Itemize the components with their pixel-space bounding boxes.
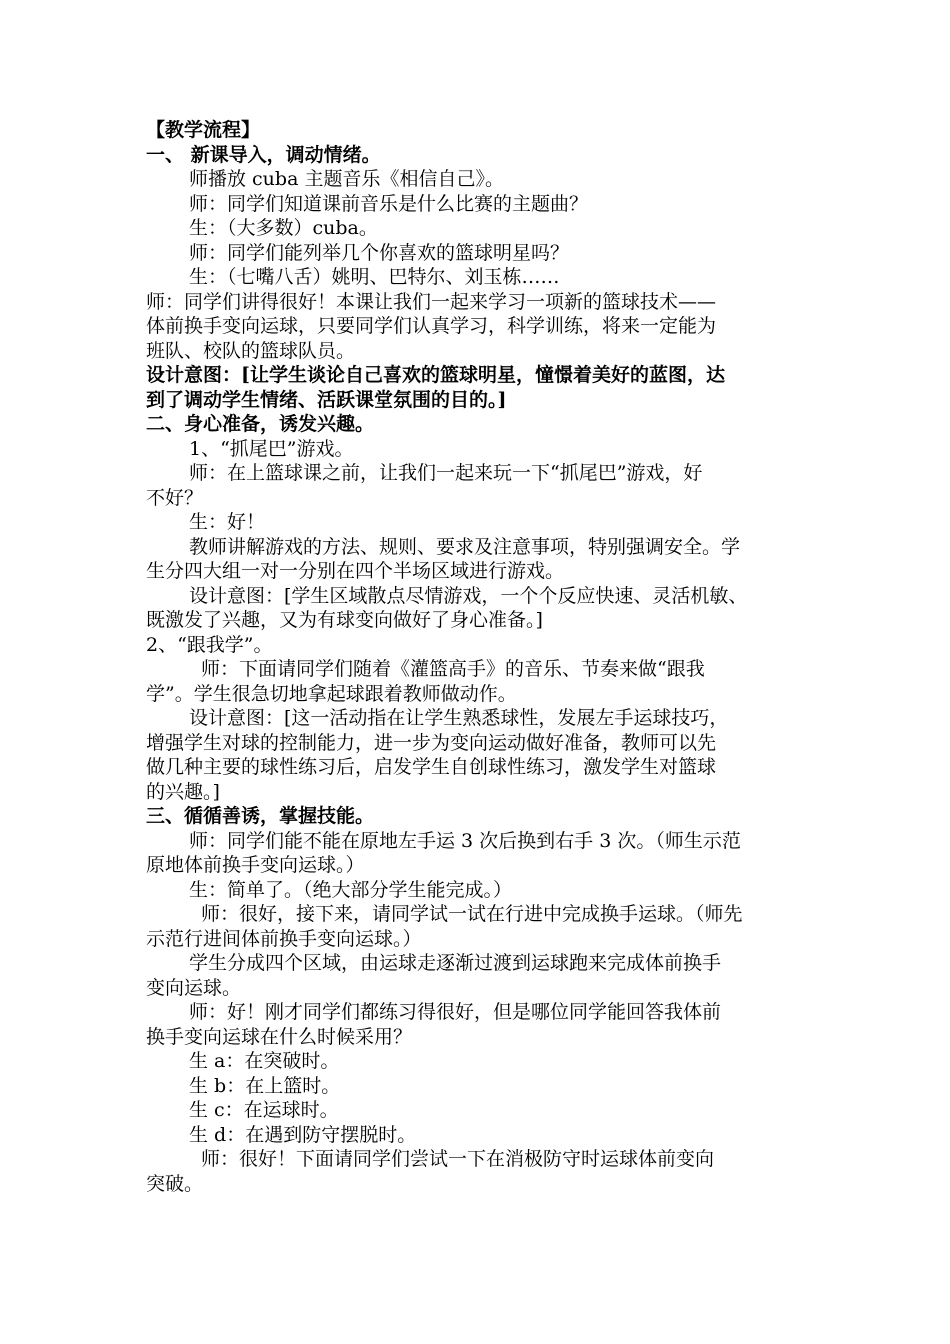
text-line: 师：很好！下面请同学们尝试一下在消极防守时运球体前变向 (201, 1148, 715, 1170)
text-line: 的兴趣。] (146, 780, 220, 803)
text-line: 师：好！刚才同学们都练习得很好，但是哪位同学能回答我体前 (189, 1001, 722, 1023)
heading-line: 二、身心准备，诱发兴趣。 (146, 413, 375, 435)
text-line: 换手变向运球在什么时候采用？ (146, 1025, 413, 1048)
text-line: 师：同学们能列举几个你喜欢的篮球明星吗？ (189, 241, 570, 264)
text-line: 师播放 cuba 主题音乐《相信自己》。 (189, 168, 504, 190)
text-line: 生分四大组一对一分别在四个半场区域进行游戏。 (146, 560, 565, 582)
text-line: 师：同学们讲得很好！本课让我们一起来学习一项新的篮球技术—— (146, 290, 717, 313)
text-line: 师：下面请同学们随着《灌篮高手》的音乐、节奏来做“跟我 (201, 658, 705, 680)
text-line: 突破。 (146, 1172, 204, 1195)
text-line: 1、“抓尾巴”游戏。 (189, 437, 354, 460)
heading-line: 一、 新课导入，调动情绪。 (146, 143, 381, 166)
text-line: 师：很好，接下来，请同学试一试在行进中完成换手运球。（师先 (201, 903, 743, 925)
text-line: 增强学生对球的控制能力，进一步为变向运动做好准备，教师可以先 (146, 731, 717, 754)
heading-line: 【教学流程】 (146, 119, 261, 141)
text-line: 教师讲解游戏的方法、规则、要求及注意事项，特别强调安全。学 (189, 535, 741, 558)
text-line: 体前换手变向运球，只要同学们认真学习，科学训练，将来一定能为 (146, 315, 717, 337)
text-line: 学”。学生很急切地拿起球跟着教师做动作。 (146, 682, 517, 705)
text-line: 生 d：在遇到防守摆脱时。 (189, 1123, 417, 1146)
text-line: 做几种主要的球性练习后，启发学生自创球性练习，激发学生对篮球 (146, 756, 717, 778)
heading-line: 设计意图：[让学生谈论自己喜欢的篮球明星，憧憬着美好的蓝图，达 (146, 364, 725, 386)
text-line: 2、“跟我学”。 (146, 633, 273, 656)
text-line: 设计意图：[这一活动指在让学生熟悉球性，发展左手运球技巧， (189, 707, 729, 729)
heading-line: 到了调动学生情绪、活跃课堂氛围的目的。] (146, 388, 507, 411)
heading-line: 三、循循善诱，掌握技能。 (146, 805, 375, 827)
text-line: 生：简单了。（绝大部分学生能完成。） (189, 878, 513, 901)
text-line: 示范行进间体前换手变向运球。） (146, 927, 422, 950)
text-line: 师：在上篮球课之前，让我们一起来玩一下“抓尾巴”游戏，好 (189, 462, 703, 484)
text-line: 变向运球。 (146, 976, 242, 999)
text-line: 生 b：在上篮时。 (189, 1074, 341, 1097)
text-line: 班队、校队的篮球队员。 (146, 339, 356, 362)
text-line: 生 c：在运球时。 (189, 1099, 339, 1121)
text-line: 师：同学们知道课前音乐是什么比赛的主题曲？ (189, 192, 589, 215)
document-page (146, 118, 814, 1196)
text-line: 既激发了兴趣，又为有球变向做好了身心准备。] (146, 609, 543, 631)
text-line: 生：（大多数）cuba。 (189, 217, 378, 239)
text-line: 不好？ (146, 486, 204, 509)
text-line: 设计意图：[学生区域散点尽情游戏，一个个反应快速、灵活机敏、 (189, 584, 748, 607)
text-line: 学生分成四个区域，由运球走逐渐过渡到运球跑来完成体前换手 (189, 952, 722, 974)
text-line: 生：（七嘴八舌）姚明、巴特尔、刘玉栋…… (189, 266, 560, 288)
text-line: 生：好！ (189, 511, 266, 533)
text-line: 生 a：在突破时。 (189, 1050, 340, 1072)
text-line: 原地体前换手变向运球。） (146, 854, 365, 876)
text-line: 师：同学们能不能在原地左手运 3 次后换到右手 3 次。（师生示范 (189, 829, 741, 852)
